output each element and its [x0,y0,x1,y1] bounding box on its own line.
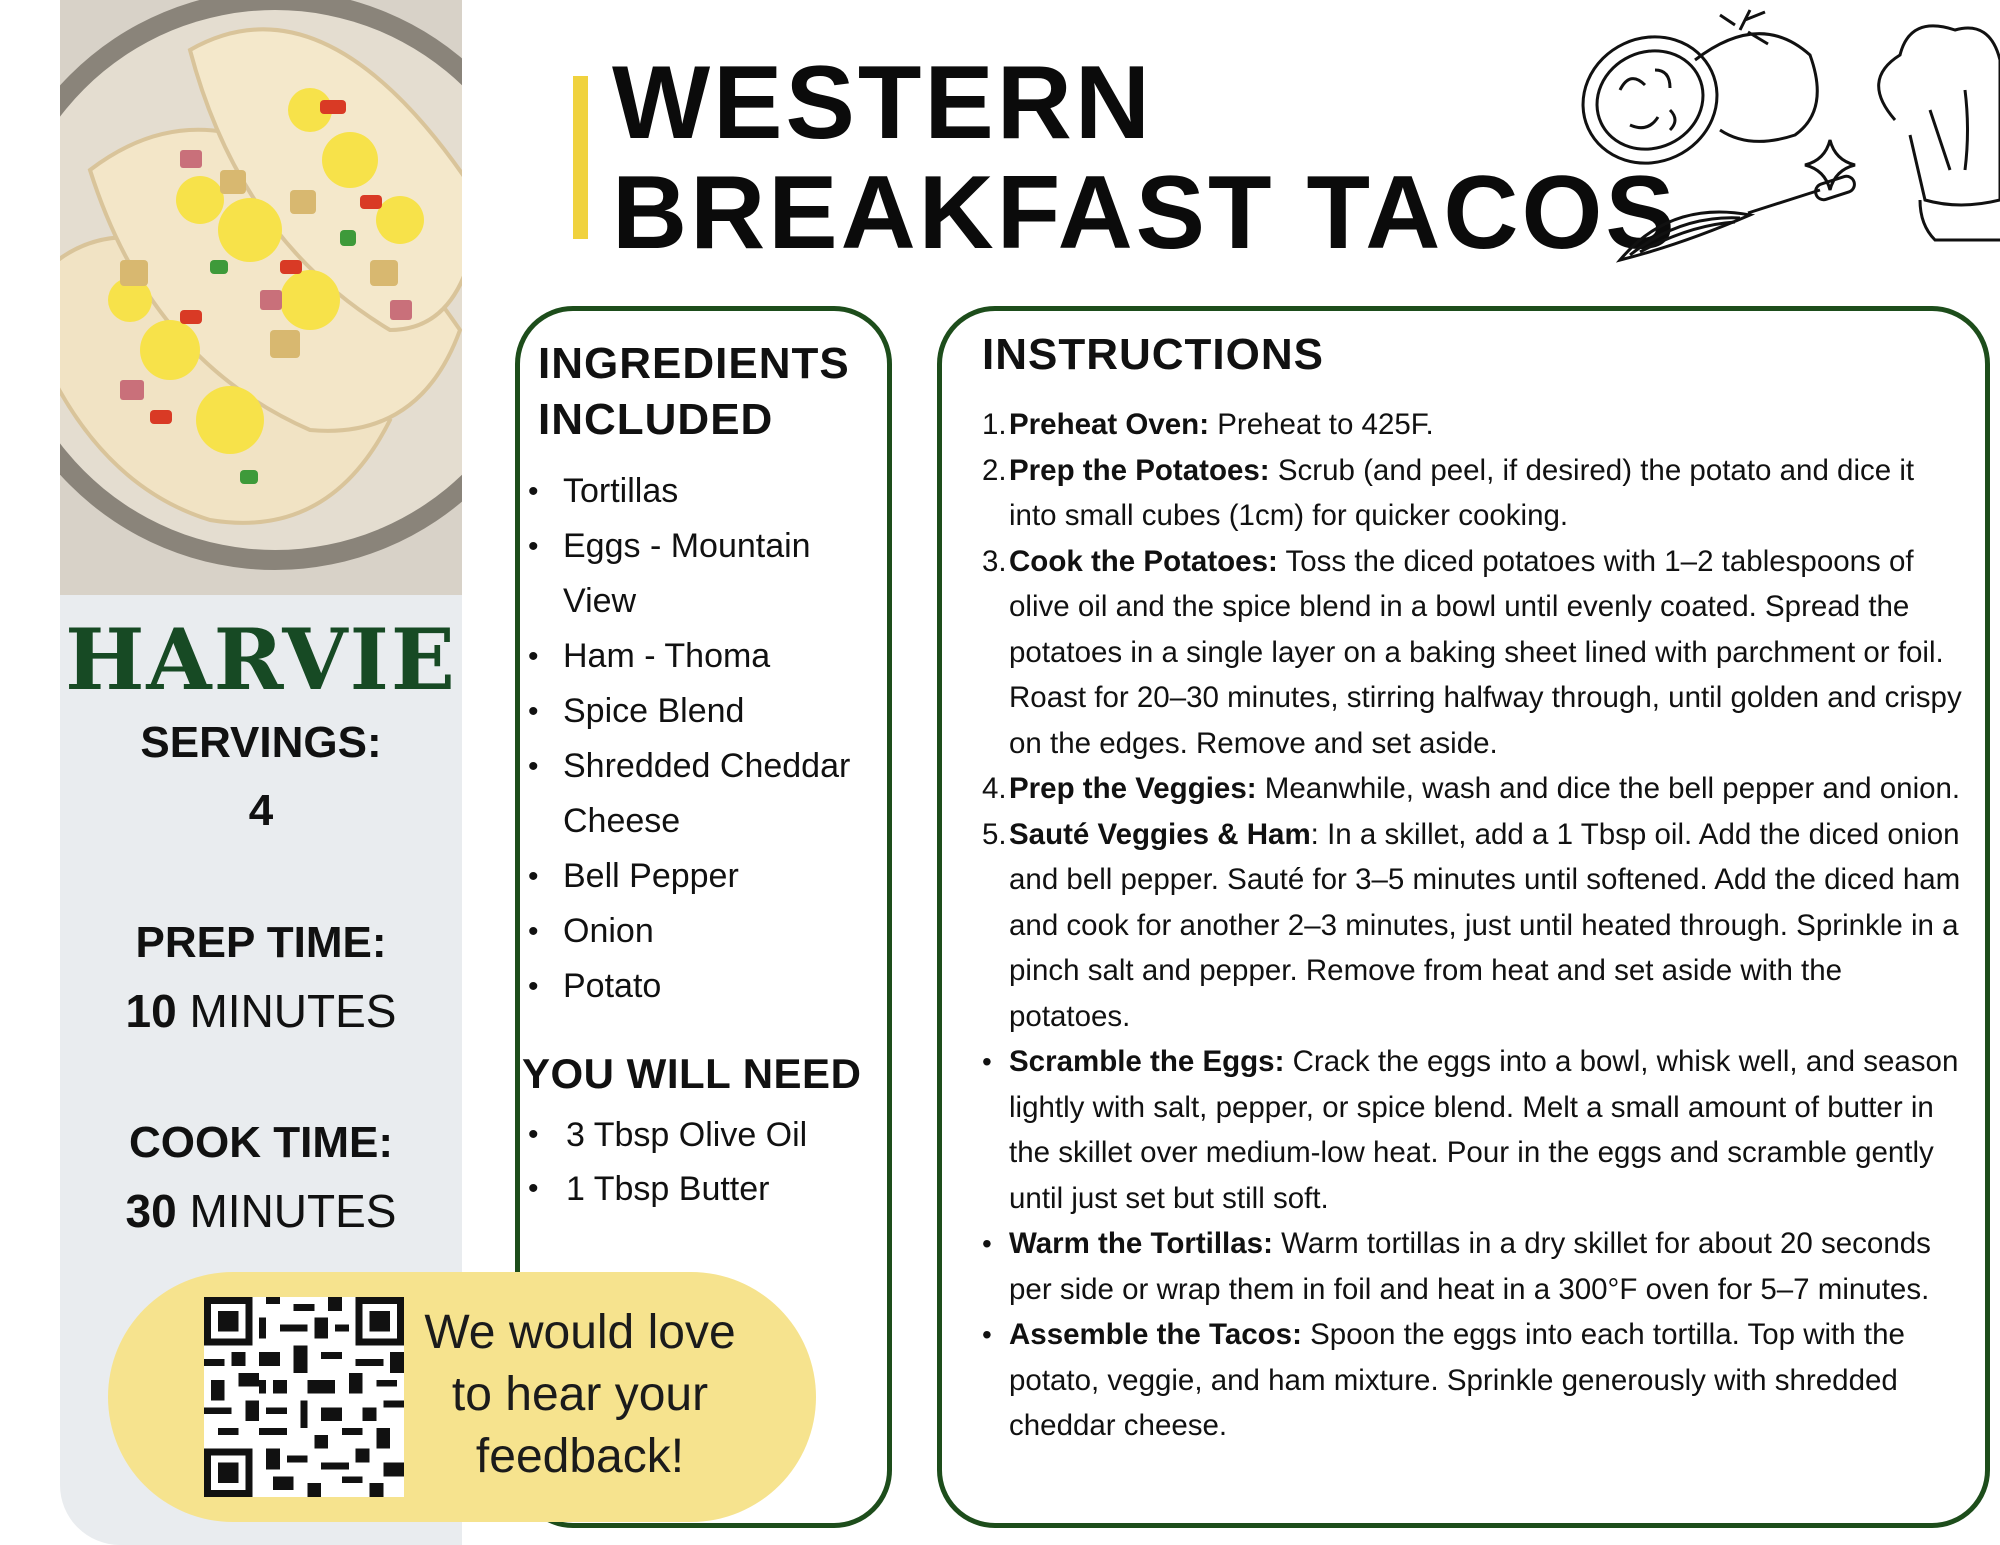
servings-label: SERVINGS: [140,718,382,767]
tomato-icon [1562,10,1817,185]
step-text: Preheat to 425F. [1209,408,1434,441]
list-item: • 1 Tbsp Butter [528,1162,807,1216]
title-line-1: WESTERN [612,45,1153,161]
step-title: Prep the Veggies: [1009,772,1257,805]
brand-logo: HARVIE [65,610,457,709]
step-marker: • [982,1228,992,1259]
prep-time-label: PREP TIME: [135,918,387,967]
instruction-step [982,1312,1967,1449]
feedback-line-2: to hear your [451,1368,709,1421]
instruction-step [982,766,1967,812]
page-title [612,45,1678,271]
list-item: • Ham - Thoma [528,629,868,684]
step-marker: 4. [982,772,1007,805]
step-text: : In a skillet, add a 1 Tbsp oil. Add the diced onion and bell pepper. Sauté for 3–5 minutes until softened. Add the diced ham and cook for another 2–3 minutes, just until heated through. Sprinkle in a pinch salt and pepper. Remove from heat and set aside with the potatoes. [1009,817,1961,1033]
you-will-need-list [528,1108,807,1216]
step-text: Meanwhile, wash and dice the bell pepper and onion. [1256,772,1961,805]
step-title: Prep the Potatoes: [1009,453,1270,487]
step-title: Assemble the Tacos: [1009,1318,1302,1351]
instructions-list [982,402,1967,1449]
prep-time-number: 10 [125,985,177,1037]
title-line-2: BREAKFAST TACOS [612,155,1678,271]
list-item: • Shredded Cheddar Cheese [528,739,868,849]
servings-value: 4 [248,786,274,835]
step-marker: • [982,1319,992,1350]
tacos-photo [60,0,462,595]
list-item: • 3 Tbsp Olive Oil [528,1108,807,1162]
chef-hat-icon [1879,26,2000,240]
list-item: • Eggs - Mountain View [528,519,868,629]
step-title: Warm the Tortillas: [1009,1227,1273,1260]
list-item: • Onion [528,904,868,959]
whisk-icon [1620,174,1856,260]
step-title: Scramble the Eggs: [1009,1045,1285,1078]
prep-time-unit: MINUTES [176,985,397,1037]
instruction-step [982,1221,1967,1312]
feedback-line-3: feedback! [475,1430,685,1483]
step-marker: 5. [982,817,1007,851]
list-item: • Potato [528,959,868,1014]
step-title: Sauté Veggies & Ham [1009,817,1311,851]
step-marker: 1. [982,408,1007,441]
you-will-need-heading: YOU WILL NEED [522,1050,862,1097]
cook-time-number: 30 [125,1185,177,1237]
title-accent-bar [573,76,588,239]
list-item: • Bell Pepper [528,849,868,904]
step-text: Warm tortillas in a dry skillet for about 20 seconds per side or wrap them in foil and heat in a 300°F oven for 5–7 minutes. [1009,1227,1931,1306]
ingredients-list [528,464,868,1014]
step-text: Toss the diced potatoes with 1–2 tablespoons of olive oil and the spice blend in a bowl until evenly coated. Spread the potatoes in a single layer on a baking sheet lined with parchment or foil. Roast for 20–30 minutes, stirring halfway through, until golden and crispy on the edges. Remove and set aside. [1009,544,1962,760]
list-item: • Spice Blend [528,684,868,739]
ingredients-heading-line-2: INCLUDED [538,395,774,444]
qr-code-icon[interactable] [200,1297,408,1497]
step-text: Scrub (and peel, if desired) the potato and dice it into small cubes (1cm) for quicker cooking. [1009,453,1915,532]
step-title: Preheat Oven: [1009,408,1210,441]
instructions-heading: INSTRUCTIONS [982,330,1324,379]
cook-time-unit: MINUTES [176,1185,397,1237]
ingredients-heading-line-1: INGREDIENTS [538,339,850,388]
ingredients-heading [538,336,850,448]
step-title: Cook the Potatoes: [1009,544,1278,578]
step-text: Crack the eggs into a bowl, whisk well, and season lightly with salt, pepper, or spice blend. Melt a small amount of butter in the skillet over medium-low heat. Pour in the eggs and scramble gently until just set but still soft. [1009,1045,1959,1215]
step-marker: 3. [982,544,1007,578]
list-item: • Tortillas [528,464,868,519]
instruction-step [982,812,1967,1040]
step-text: Spoon the eggs into each tortilla. Top with the potato, veggie, and ham mixture. Sprinkle generously with shredded cheddar cheese. [1009,1318,1905,1442]
kitchen-doodles [1560,0,2000,290]
instruction-step [982,539,1967,767]
step-marker: • [982,1046,992,1077]
cook-time-label: COOK TIME: [129,1118,393,1167]
step-marker: 2. [982,453,1007,487]
instruction-step [982,402,1967,448]
prep-time-value [60,984,462,1038]
instruction-step [982,448,1967,539]
instruction-step [982,1039,1967,1221]
feedback-line-1: We would love [424,1306,736,1359]
cook-time-value [60,1184,462,1238]
feedback-text [415,1302,745,1488]
